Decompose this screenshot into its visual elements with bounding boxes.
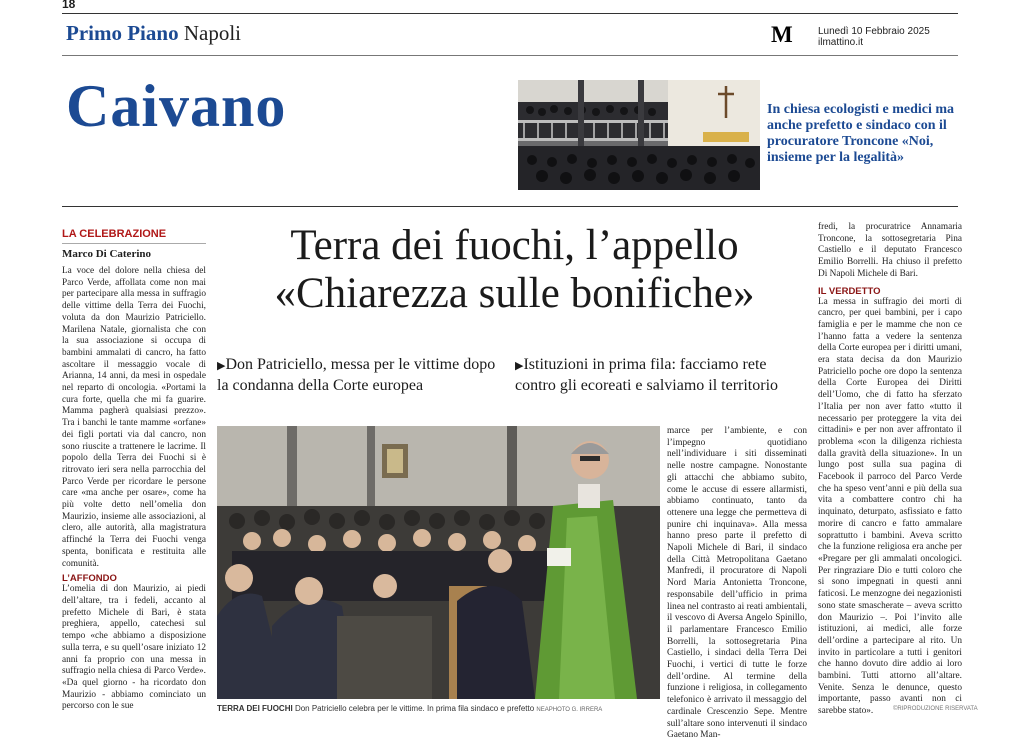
article-rule xyxy=(62,206,958,207)
deck-left-text: Don Patriciello, messa per le vittime dopo la condanna della Corte europea xyxy=(217,356,496,394)
deck-left xyxy=(217,355,509,396)
caption-label: TERRA DEI FUOCHI xyxy=(217,704,293,713)
article-paragraph: La messa in suffragio dei morti di cancro, per quei bambini, per i capo famiglia e per le mamme che non ce l’hanno fatta a vedere la sentenza della Corte europea per i diritti umani, era stata decisa da don Maurizio Patriciello poche ore dopo la sentenza della Corte Europea dei Diritti dell’Uomo, che di fatto ha sferzato l’Italia per non aver fatto «tutto il necessario per proteggere la vita dei cittadini» e per non aver affrontato il problema «con la diligenza richiesta dalla gravità della situazione». In un lungo post sulla sua pagina di Facebook il parroco del Parco Verde che ha speso vent’anni e più della sua vita a combattere contro chi ha inquinato, deturpato, asfissiato e fatto morire di cancro e fatto ammalare soprattutto i bambini. Aveva scritto che la funzione religiosa era anche per «Pregare per gli ammalati oncologici. Per ringraziare Dio e tutti coloro che si sono impegnati in questi anni faticosi. Le menzogne dei negazionisti sono state smascherate – aveva scritto don Maurizio –. Poi l’invito alle istituzioni, ai medici, alle forze dell’ordine a partecipare al rito. Un invito in particolare a tutti i genitori che hanno dovuto dire addio ai loro bambini. Tutti attorno all’altare. Venite. Senza le denunce, questo importante, passo avanti non ci sarebbe stato». xyxy=(818,296,962,717)
teaser-text: In chiesa ecologisti e medici ma anche prefetto e sindaco con il procuratore Troncone «Noi, insieme per la legalità» xyxy=(767,102,955,165)
headline-line-2: «Chiarezza sulle bonifiche» xyxy=(274,270,755,317)
article-paragraph: L’omelia di don Maurizio, ai piedi dell’altare, tra i fedeli, accanto al prefetto Michele di Bari, è stata preghiera, appello, catechesi sul tempo «che abbiamo a disposizione sulla terra, e su quell’osare iniziato 12 anni fa proprio con una messa in suffragio nella chiesa di Parco Verde». «Da quel giorno - ha ricordato don Maurizio - abbiamo cominciato un percorso con le sue xyxy=(62,584,206,712)
issue-date: Lunedì 10 Febbraio 2025 xyxy=(818,26,930,37)
caption-text: Don Patriciello celebra per le vittime. In prima fila sindaco e prefetto xyxy=(294,704,535,713)
copyright-notice: ©RIPRODUZIONE RISERVATA xyxy=(893,706,978,712)
church-balcony-photo xyxy=(518,80,760,190)
author-byline: Marco Di Caterino xyxy=(62,248,151,260)
triangle-icon: ▶ xyxy=(515,360,524,372)
deck-right xyxy=(515,355,810,396)
website: ilmattino.it xyxy=(818,37,864,48)
triangle-icon: ▶ xyxy=(217,360,226,372)
article-paragraph: marce per l’ambiente, e con l’impegno quotidiano nell’individuare i siti disseminati nelle nostre campagne. Nonostante gli attacchi che abbiamo subito, come le accuse di essere allarmisti, abbiamo continuato, tanto da ottenere una legge che permetteva di punire chi inquinava». Alla messa hanno preso parte il prefetto di Napoli Michele di Bari, il sindaco della Città Metropolitana Gaetano Manfredi, il procuratore di Napoli Nord Maria Antonietta Troncone, responsabile dell’ufficio in prima linea nel contrasto ai reati ambientali, il vescovo di Aversa Angelo Spinillo, il parlamentare Francesco Emilio Borrelli, la sottosegretaria Pina Castiello, i sindaci della Terra Dei Fuochi, i vertici di tutte le forze dell’ordine. Al termine della funzione i religiosa, in collegamento telefonico è arrivato il messaggio del cardinale Crescenzio Sepe. Mentre sull’altare sono intervenuti il sindaco Gaetano Man- xyxy=(667,426,807,741)
left-column xyxy=(62,228,206,713)
page-number: 18 xyxy=(62,0,76,11)
right-column xyxy=(818,222,962,718)
headline-line-1: Terra dei fuochi, l’appello xyxy=(290,222,739,269)
photo-credit: NEAPHOTO G. IRRERA xyxy=(536,707,603,713)
mass-photo xyxy=(217,426,660,699)
section-rule xyxy=(62,55,958,56)
city-title: Caivano xyxy=(66,73,287,139)
kicker: LA CELEBRAZIONE xyxy=(62,228,206,244)
section-name: Primo Piano xyxy=(66,21,179,45)
headline xyxy=(217,222,812,318)
middle-column xyxy=(667,426,807,742)
section-header xyxy=(66,21,241,46)
photo-caption xyxy=(217,704,660,713)
subhead-affondo: L’AFFONDO xyxy=(62,573,117,585)
deck-right-text: Istituzioni in prima fila: facciamo rete contro gli ecoreati e salviamo il territorio xyxy=(515,356,779,394)
subhead-verdetto: IL VERDETTO xyxy=(818,285,881,297)
section-city: Napoli xyxy=(183,21,241,45)
article-paragraph: La voce del dolore nella chiesa del Parco Verde, affollata come non mai per partecipare alla messa in suffragio delle vittime della Terra dei Fuochi, voluta da don Maurizio Patriciello. Marilena Natale, giornalista che con la sua associazione si occupa di bambini ammalati di cancro, ha fatto ascoltare il messaggio vocale di Arianna, 14 anni, da mesi in ospedale nel reparto di oncologia. «Portami la cura forte, quella che mi fa guarire. Mamma pagherà qualsiasi prezzo». Tra i banchi le tante mamme «orfane» dei figli portati via dal cancro, non sono riuscite a trattenere le lacrime. Il popolo della Terra dei Fuochi si è ritrovato ieri sera nella parrocchia del Parco Verde per ricordare le persone care «ma anche per osare», come ha più volte detto nell’omelia don Maurizio, insieme alle associazioni, al clero, alle autorità, alla magistratura affinché la Terra dei Fuochi venga spenta, bonificata e restituita alle comunità. xyxy=(62,266,206,569)
top-rule xyxy=(62,13,958,14)
masthead-date-block xyxy=(818,26,930,48)
newspaper-logo: M xyxy=(771,22,793,47)
article-paragraph: fredi, la procuratrice Annamaria Troncone, la sottosegretaria Pina Castiello e il deputato Francesco Emilio Borrelli. Ha chiuso il prefetto Di Napoli Michele di Bari. xyxy=(818,222,962,279)
